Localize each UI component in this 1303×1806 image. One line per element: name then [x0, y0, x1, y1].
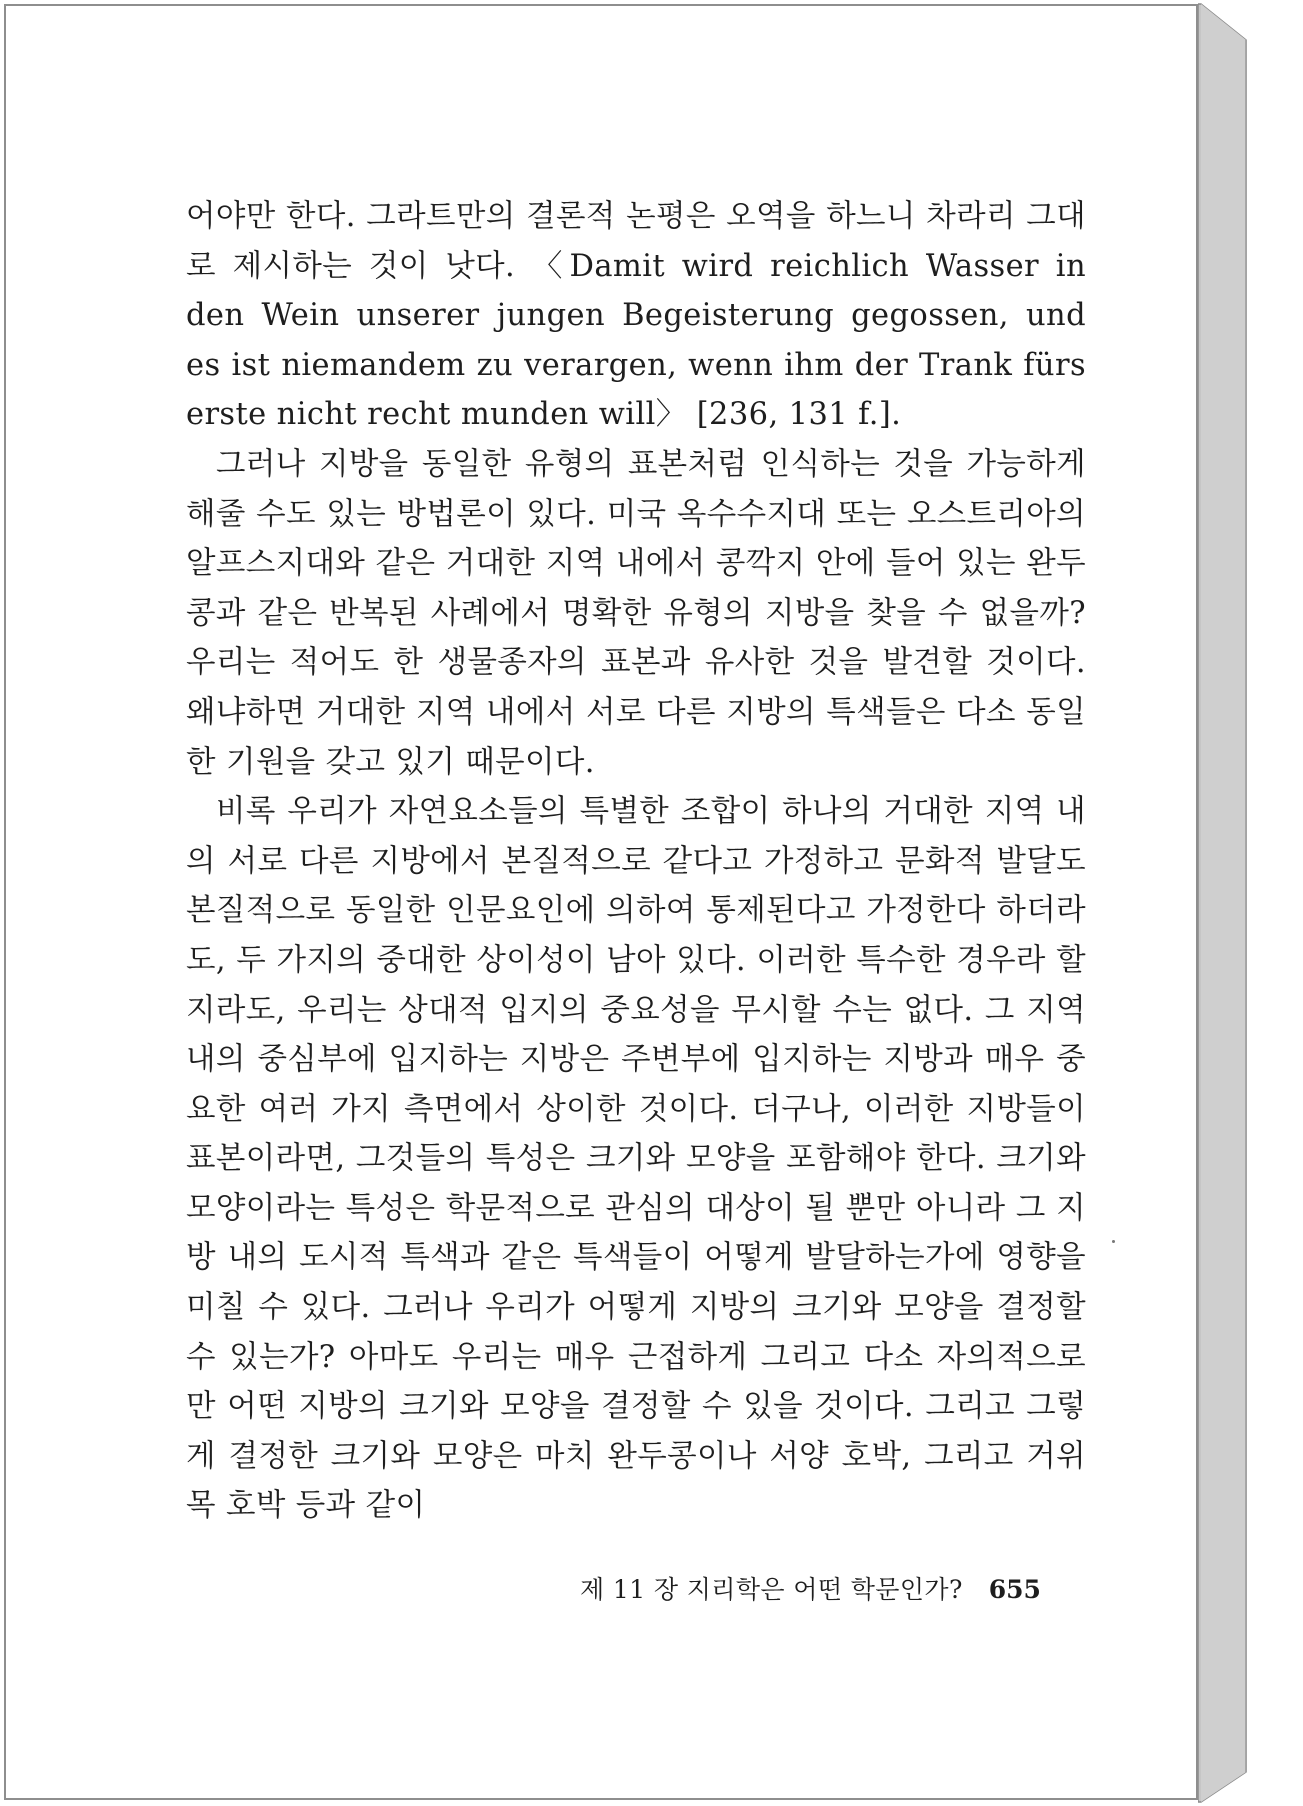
paragraph: 어야만 한다. 그라트만의 결론적 논평은 오역을 하느니 차라리 그대로 제시하는 것이 낫다. 〈Damit wird reichlich Wasser in den Wein unserer jungen Begeisterung gegossen, und es ist niemandem zu verargen, wenn ihm der Trank fürs erste nicht recht munden will〉 [236, 131 f.].: [186, 199, 1086, 433]
body-text: [186, 192, 1086, 1531]
book-page-edge: [1198, 0, 1303, 1806]
running-footer: [580, 1570, 1060, 1610]
chapter-title: 제 11 장 지리학은 어떤 학문인가?: [580, 1575, 963, 1604]
paragraph: 그러나 지방을 동일한 유형의 표본처럼 인식하는 것을 가능하게 해줄 수도 있는 방법론이 있다. 미국 옥수수지대 또는 오스트리아의 알프스지대와 같은 거대한 지역 내에서 콩깍지 안에 들어 있는 완두콩과 같은 반복된 사례에서 명확한 유형의 지방을 찾을 수 없을까? 우리는 적어도 한 생물종자의 표본과 유사한 것을 발견할 것이다. 왜냐하면 거대한 지역 내에서 서로 다른 지방의 특색들은 다소 동일한 기원을 갖고 있기 때문이다.: [186, 446, 1086, 780]
scan-speck: [1112, 1240, 1115, 1243]
page-number: 655: [988, 1575, 1041, 1604]
paragraph: 비록 우리가 자연요소들의 특별한 조합이 하나의 거대한 지역 내의 서로 다른 지방에서 본질적으로 같다고 가정하고 문화적 발달도 본질적으로 동일한 인문요인에 의하여 통제된다고 가정한다 하더라도, 두 가지의 중대한 상이성이 남아 있다. 이러한 특수한 경우라 할지라도, 우리는 상대적 입지의 중요성을 무시할 수는 없다. 그 지역 내의 중심부에 입지하는 지방은 주변부에 입지하는 지방과 매우 중요한 여러 가지 측면에서 상이한 것이다. 더구나, 이러한 지방들이 표본이라면, 그것들의 특성은 크기와 모양을 포함해야 한다. 크기와 모양이라는 특성은 학문적으로 관심의 대상이 될 뿐만 아니라 그 지방 내의 도시적 특색과 같은 특색들이 어떻게 발달하는가에 영향을 미칠 수 있다. 그러나 우리가 어떻게 지방의 크기와 모양을 결정할 수 있는가? 아마도 우리는 매우 근접하게 그리고 다소 자의적으로만 어떤 지방의 크기와 모양을 결정할 수 있을 것이다. 그리고 그렇게 결정한 크기와 모양은 마치 완두콩이나 서양 호박, 그리고 거위목 호박 등과 같이: [186, 794, 1086, 1524]
